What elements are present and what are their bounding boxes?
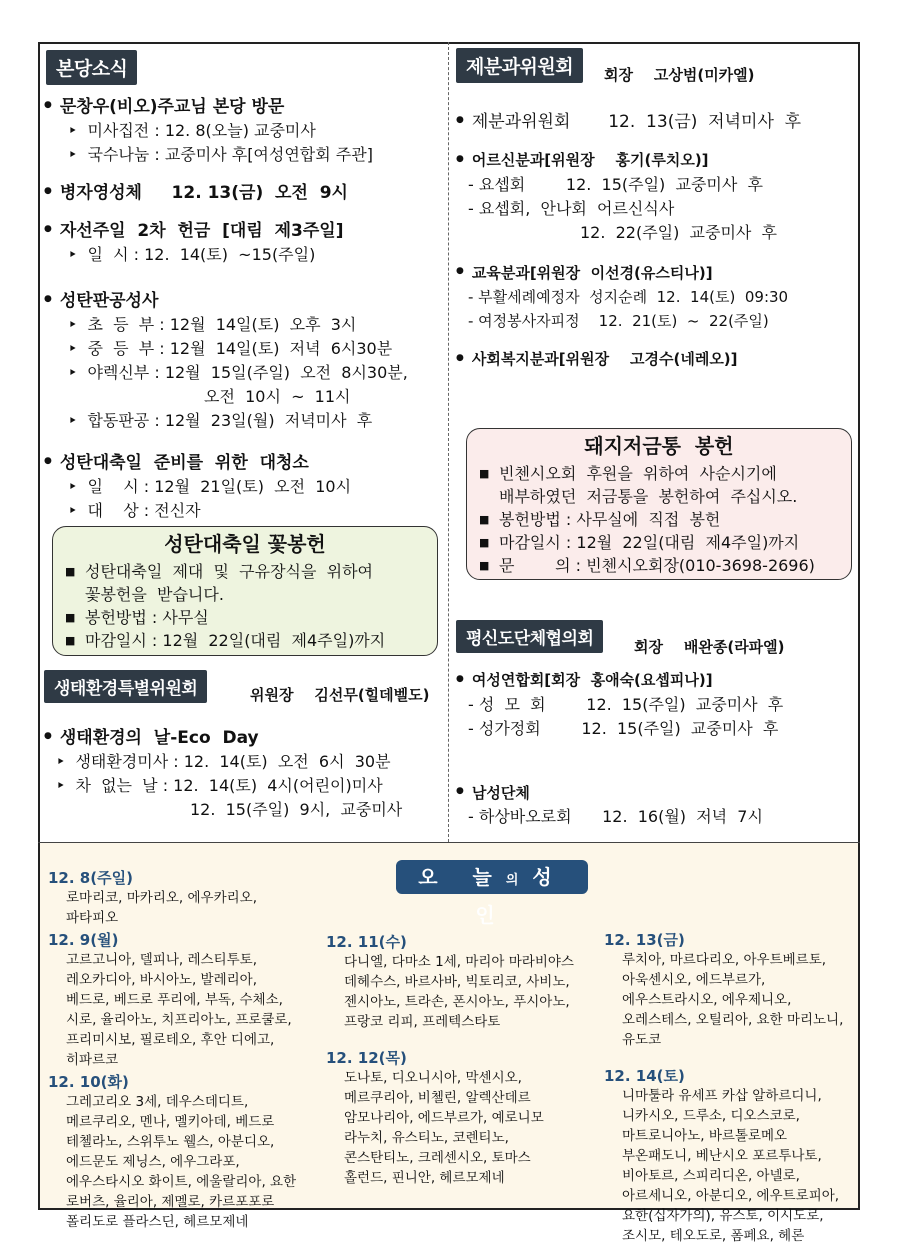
saint-names: 로마리코, 마카리오, 에우카리오, 파타피오: [66, 890, 257, 926]
list-item: - 요셉회 12. 15(주일) 교중미사 후: [468, 174, 763, 194]
flower-offering-title: 성탄대축일 꽃봉헌: [164, 532, 326, 556]
saint-date: 12. 13(금): [604, 931, 685, 949]
saint-date: 12. 8(주일): [48, 869, 133, 887]
list-item: ‣ 국수나눔 : 교중미사 후[여성연합회 주관]: [44, 143, 444, 167]
list-item: - 하상바오로회 12. 16(월) 저녁 7시: [468, 807, 763, 826]
notice-line: ■ 봉헌방법 : 사무실에 직접 봉헌: [477, 508, 841, 531]
notice-line: ■ 빈첸시오회 후원을 위하여 사순시기에: [477, 462, 841, 485]
notice-line: ■ 봉헌방법 : 사무실: [63, 606, 427, 629]
committee-block: [456, 110, 856, 372]
parish-news-list: [44, 95, 444, 523]
notice-line-continued: 배부하였던 저금통을 봉헌하여 주십시오.: [499, 487, 798, 506]
list-item: ‣ 야렉신부 : 12월 15일(주일) 오전 8시30분,: [44, 361, 444, 385]
notice-line-continued: 꽃봉헌을 받습니다.: [85, 585, 224, 604]
notice-line: ■ 마감일시 : 12월 22일(대림 제4주일)까지: [63, 629, 427, 652]
saint-date: 12. 14(토): [604, 1067, 685, 1085]
eco-committee-chair: 위원장 김선무(힐데벨도): [250, 686, 430, 704]
notice-line: ■ 성탄대축일 제대 및 구유장식을 위하여: [63, 560, 427, 583]
list-item: ‣ 차 없는 날 : 12. 14(토) 4시(어린이)미사: [44, 774, 444, 798]
piggybank-title: 돼지저금통 봉헌: [584, 434, 734, 458]
confession-heading: ● 성탄판공성사: [44, 289, 444, 313]
lay-council-block: [456, 668, 856, 829]
eco-committee-tag: 생태환경특별위원회: [44, 670, 207, 703]
list-item: ‣ 초 등 부 : 12월 14일(토) 오후 3시: [44, 313, 444, 337]
saint-date: 12. 11(수): [326, 933, 407, 951]
list-item: ‣ 일 시 : 12월 21일(토) 오전 10시: [44, 475, 444, 499]
saint-date: 12. 10(화): [48, 1073, 129, 1091]
parish-news-tag: 본당소식: [46, 50, 137, 85]
saints-title-part: 오 늘: [418, 865, 506, 889]
saint-date: 12. 12(목): [326, 1049, 407, 1067]
saints-column-2: [326, 930, 578, 1188]
cleaning-heading: ● 성탄대축일 준비를 위한 대청소: [44, 451, 444, 475]
saints-title-part: 의: [505, 873, 533, 888]
column-divider: [448, 42, 449, 842]
list-item: ‣ 중 등 부 : 12월 14일(토) 저녁 6시30분: [44, 337, 444, 361]
list-item: - 여정봉사자피정 12. 21(토) ~ 22(주일): [468, 312, 769, 330]
list-item: ‣ 합동판공 : 12월 23일(월) 저녁미사 후: [44, 409, 444, 433]
notice-line: ■ 문 의 : 빈첸시오회장(010-3698-2696): [477, 554, 841, 577]
welfare-division-heading: ● 사회복지분과[위원장 고경수(네레오)]: [456, 347, 856, 372]
list-item: ‣ 일 시 : 12. 14(토) ~15(주일): [44, 243, 444, 267]
flower-offering-notice: [52, 526, 438, 656]
section-divider: [38, 842, 860, 843]
lay-council-chair: 회장 배완종(라파엘): [634, 638, 785, 656]
list-item-continued: 오전 10시 ~ 11시: [204, 387, 351, 406]
notice-line: ■ 마감일시 : 12월 22일(대림 제4주일)까지: [477, 531, 841, 554]
list-item: ‣ 생태환경미사 : 12. 14(토) 오전 6시 30분: [44, 750, 444, 774]
education-division-heading: ● 교육분과[위원장 이선경(유스티나)]: [456, 261, 856, 286]
womens-association-heading: ● 여성연합회[회장 홍애숙(요셉피나)]: [456, 668, 856, 693]
committee-chair: 회장 고상범(미카엘): [604, 66, 755, 84]
committee-tag: 제분과위원회: [456, 48, 583, 83]
saints-column-3: [604, 928, 856, 1246]
saint-names: 그레고리오 3세, 데우스데디트,메르쿠리오, 멘나, 멜키아데, 베드로 테첼라노, 스위투노 웰스, 아분디오, 에드문도 제닝스, 에우그라포, 에우스타시오 화이트, 에울랄리아, 요한 로버츠, 율리아, 제멜로, 카르포포로 폴리도로 플라스딘, 헤르모제네: [66, 1094, 297, 1230]
list-item: - 성가정회 12. 15(주일) 교중미사 후: [468, 718, 779, 738]
eco-day-block: [44, 726, 444, 822]
committee-meeting: ● 제분과위원회 12. 13(금) 저녁미사 후: [456, 110, 856, 134]
list-item-continued: 12. 15(주일) 9시, 교중미사: [190, 800, 403, 819]
list-item: - 부활세례예정자 성지순례 12. 14(토) 09:30: [468, 288, 789, 306]
list-item: ‣ 대 상 : 전신자: [44, 499, 444, 523]
list-item: - 성 모 회 12. 15(주일) 교중미사 후: [468, 694, 784, 714]
charity-collection-heading: ● 자선주일 2차 헌금 [대림 제3주일]: [44, 219, 444, 243]
saint-names: 루치아, 마르다리오, 아우트베르토, 아욱센시오, 에드부르가, 에우스트라시오, 에우제니오, 오레스테스, 오틸리아, 요한 마리노니, 유도코: [622, 952, 844, 1048]
saints-column-1: [48, 866, 300, 1232]
saints-title-part: 성 인: [475, 865, 566, 927]
mens-group-heading: ● 남성단체: [456, 781, 856, 806]
elderly-division-heading: ● 어르신분과[위원장 홍기(루치오)]: [456, 148, 856, 173]
list-item: ‣ 미사집전 : 12. 8(오늘) 교중미사: [44, 119, 444, 143]
saints-of-day-title: [396, 860, 588, 927]
sick-communion-heading: ● 병자영성체 12. 13(금) 오전 9시: [44, 181, 444, 205]
saint-date: 12. 9(월): [48, 931, 119, 949]
piggybank-offering-notice: [466, 428, 852, 580]
saint-names: 도나토, 디오니시아, 막센시오, 메르쿠리아, 비첼린, 알렉산데르 암모나리아, 에드부르가, 예로니모 라누치, 유스티노, 코렌티노, 콘스탄티노, 크레센시오, 토마스 홀런드, 핀니안, 헤르모제네: [344, 1070, 544, 1186]
saint-names: 고르고니아, 델피나, 레스티투토, 레오카디아, 바시아노, 발레리아, 베드로, 베드로 푸리에, 부독, 수체소, 시로, 율리아노, 치프리아노, 프로쿨로, 프리미시보, 필로테오, 후안 디에고, 히파르코: [66, 952, 292, 1068]
lay-council-tag: 평신도단체협의회: [456, 620, 603, 653]
list-item: - 요셉회, 안나회 어르신식사: [468, 198, 675, 218]
saint-names: 니마툴라 유세프 카삽 알하르디니, 니카시오, 드루소, 디오스코로, 마트로니아노, 바르톨로메오 부온패도니, 베난시오 포르투나토, 비아토르, 스피리디온, 아넬로, 아르세니오, 아분디오, 에우트로피아, 요한(십자가의), 유스토, 이시도로, 조시모, 테오도로, 폼페요, 헤론: [622, 1088, 840, 1244]
list-item-continued: 12. 22(주일) 교중미사 후: [580, 222, 777, 242]
bishop-visit-heading: ● 문창우(비오)주교님 본당 방문: [44, 95, 444, 119]
saint-names: 다니엘, 다마소 1세, 마리아 마라비야스 데헤수스, 바르사바, 빅토리코, 사비노, 젠시아노, 트라손, 폰시아노, 푸시아노, 프랑코 리피, 프레텍스타토: [344, 954, 574, 1030]
eco-day-heading: ● 생태환경의 날-Eco Day: [44, 726, 444, 750]
